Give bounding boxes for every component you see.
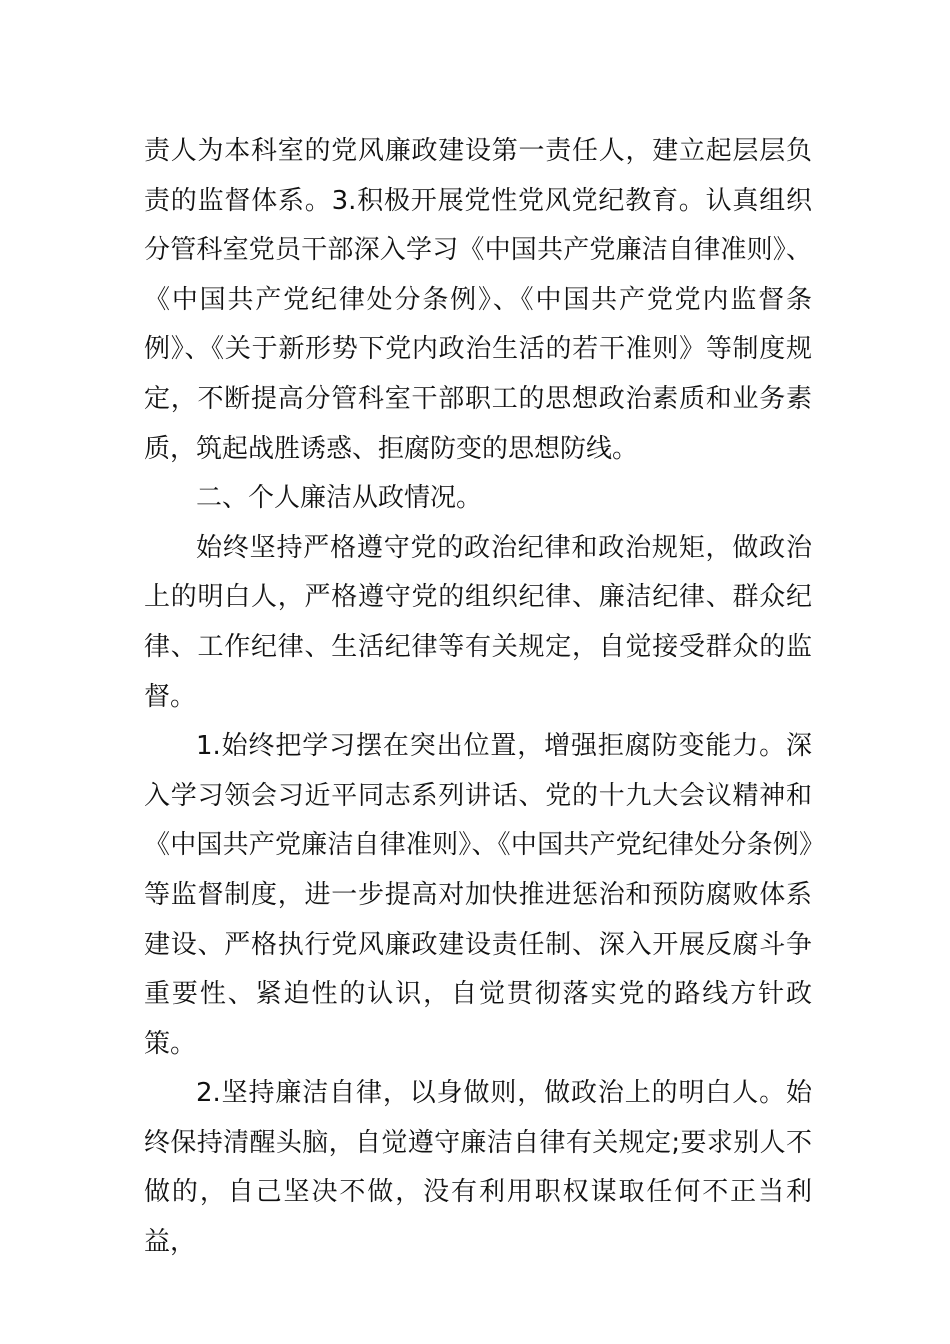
- section-heading-personal-integrity: 二、个人廉洁从政情况。: [196, 483, 483, 514]
- paragraph-item-1-study: 1.始终把学习摆在突出位置，增强拒腐防变能力。深入学习领会习近平同志系列讲话、党的十九大会议精神和《中国共产党廉洁自律准则》、《中国共产党纪律处分条例》等监督制度，进一步提高对加快推进惩治和预防腐败体系建设、严格执行党风廉政建设责任制、深入开展反腐斗争重要性、紧迫性的认识，自觉贯彻落实党的路线方针政策。: [144, 731, 812, 1059]
- paragraph-item-2-self-discipline: 2.坚持廉洁自律，以身做则，做政治上的明白人。始终保持清醒头脑，自觉遵守廉洁自律有关规定;要求别人不做的，自己坚决不做，没有利用职权谋取任何不正当利益，: [144, 1078, 812, 1258]
- paragraph-responsibility-system: 责人为本科室的党风廉政建设第一责任人，建立起层层负责的监督体系。3.积极开展党性党风党纪教育。认真组织分管科室党员干部深入学习《中国共产党廉洁自律准则》、《中国共产党纪律处分条例》、《中国共产党党内监督条例》、《关于新形势下党内政治生活的若干准则》等制度规定，不断提高分管科室干部职工的思想政治素质和业务素质，筑起战胜诱惑、拒腐防变的思想防线。: [144, 136, 812, 464]
- document-body: [144, 127, 812, 1268]
- paragraph-political-discipline: 始终坚持严格遵守党的政治纪律和政治规矩，做政治上的明白人，严格遵守党的组织纪律、廉洁纪律、群众纪律、工作纪律、生活纪律等有关规定，自觉接受群众的监督。: [144, 532, 812, 712]
